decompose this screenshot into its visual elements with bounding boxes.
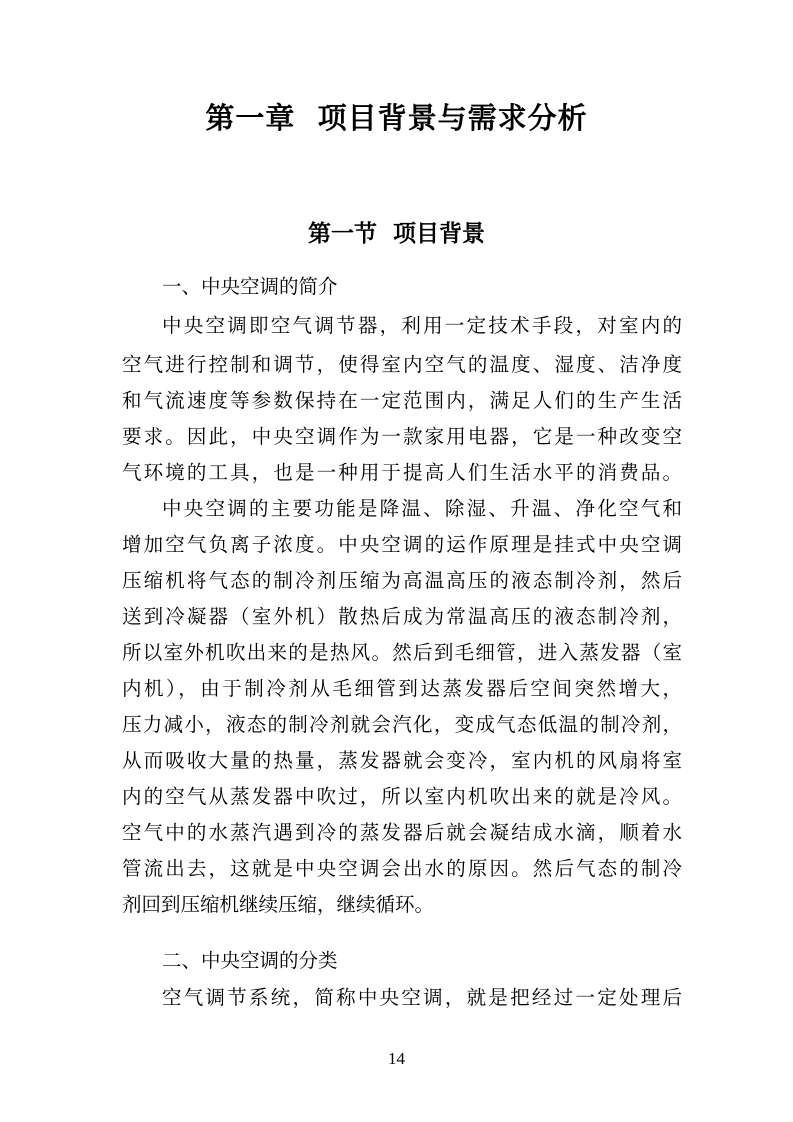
paragraph-line: 空气调节系统，简称中央空调，就是把经过一定处理后 (162, 986, 682, 1009)
paragraph-line: 气环境的工具，也是一种用于提高人们生活水平的消费品。 (122, 461, 682, 484)
paragraph-line: 内机），由于制冷剂从毛细管到达蒸发器后空间突然增大， (122, 677, 682, 700)
section-title: 第一节 项目背景 (307, 220, 485, 247)
paragraph-line: 空气进行控制和调节，使得室内空气的温度、湿度、洁净度 (122, 353, 682, 376)
paragraph-line: 剂回到压缩机继续压缩，继续循环。 (122, 893, 435, 916)
paragraph-line: 压缩机将气态的制冷剂压缩为高温高压的液态制冷剂，然后 (122, 569, 682, 592)
paragraph-line: 中央空调即空气调节器，利用一定技术手段，对室内的 (162, 314, 682, 337)
chapter-title: 第一章 项目背景与需求分析 (205, 101, 588, 135)
paragraph-line: 所以室外机吹出来的是热风。然后到毛细管，进入蒸发器（室 (122, 641, 682, 664)
subsection-heading-classification: 二、中央空调的分类 (162, 949, 338, 972)
paragraph-line: 送到冷凝器（室外机）散热后成为常温高压的液态制冷剂， (122, 605, 682, 628)
paragraph-line: 增加空气负离子浓度。中央空调的运作原理是挂式中央空调 (122, 533, 682, 556)
page-number: 14 (388, 1049, 405, 1068)
paragraph-line: 要求。因此，中央空调作为一款家用电器，它是一种改变空 (122, 425, 682, 448)
paragraph-line: 空气中的水蒸汽遇到冷的蒸发器后就会凝结成水滴，顺着水 (122, 821, 682, 844)
paragraph-line: 中央空调的主要功能是降温、除湿、升温、净化空气和 (162, 497, 682, 520)
paragraph-line: 从而吸收大量的热量，蒸发器就会变冷，室内机的风扇将室 (122, 749, 682, 772)
paragraph-line: 和气流速度等参数保持在一定范围内，满足人们的生产生活 (122, 389, 682, 412)
subsection-heading-introduction: 一、中央空调的简介 (162, 275, 338, 298)
paragraph-line: 管流出去，这就是中央空调会出水的原因。然后气态的制冷 (122, 857, 682, 880)
paragraph-line: 内的空气从蒸发器中吹过，所以室内机吹出来的就是冷风。 (122, 785, 682, 808)
paragraph-line: 压力减小，液态的制冷剂就会汽化，变成气态低温的制冷剂， (122, 713, 682, 736)
